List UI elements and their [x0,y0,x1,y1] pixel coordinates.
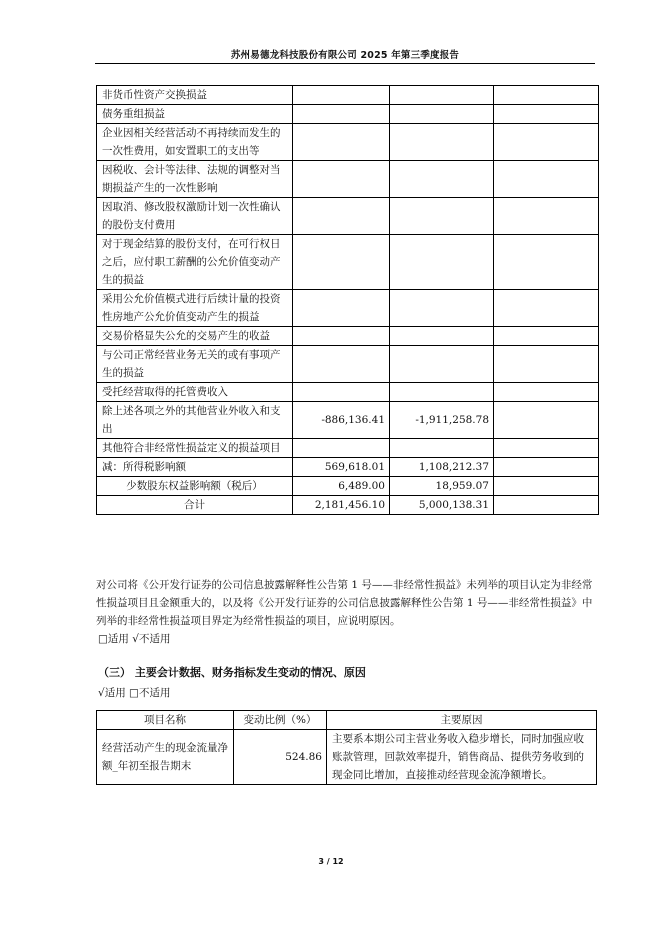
cell-value: 5,000,138.31 [390,496,494,515]
cell-value [494,290,599,327]
table-row [97,730,597,785]
column-header: 项目名称 [97,711,234,730]
cell-value [494,439,599,458]
table-header-row [97,711,597,730]
cell-value: 569,618.01 [293,458,390,477]
cell-value [494,124,599,161]
table-row [97,327,599,346]
cell-value [494,496,599,515]
row-label: 非货币性资产交换损益 [97,86,293,105]
section-title: （三） 主要会计数据、财务指标发生变动的情况、原因 [98,666,366,679]
table-row [97,402,599,439]
column-header: 变动比例（%） [234,711,327,730]
row-label: 减：所得税影响额 [97,458,293,477]
cell-value [494,235,599,290]
row-label: 其他符合非经常性损益定义的损益项目 [97,439,293,458]
cell-value: 2,181,456.10 [293,496,390,515]
row-label: 债务重组损益 [97,105,293,124]
table-row [97,124,599,161]
change-reason-table [96,710,597,785]
table-row [97,86,599,105]
cell-value [293,439,390,458]
cell-value [293,198,390,235]
cell-value [390,383,494,402]
applicability-choice: □适用 √不适用 [98,633,171,645]
cell-value: -1,911,258.78 [390,402,494,439]
row-label: 因取消、修改股权激励计划一次性确认的股份支付费用 [97,198,293,235]
non-recurring-gains-table [96,85,599,515]
page-number: 3 / 12 [318,857,344,866]
table-row [97,161,599,198]
cell-value [390,124,494,161]
cell-value: 6,489.00 [293,477,390,496]
column-header: 主要原因 [327,711,597,730]
cell-value [494,198,599,235]
change-ratio: 524.86 [234,730,327,785]
cell-value [293,124,390,161]
row-label: 企业因相关经营活动不再持续而发生的一次性费用，如安置职工的支出等 [97,124,293,161]
cell-value [390,198,494,235]
row-label: 交易价格显失公允的交易产生的收益 [97,327,293,346]
cell-value: 18,959.07 [390,477,494,496]
row-label: 与公司正常经营业务无关的或有事项产生的损益 [97,346,293,383]
cell-value [293,161,390,198]
cell-value [494,327,599,346]
cell-value [494,346,599,383]
cell-value [390,439,494,458]
main-reason: 主要系本期公司主营业务收入稳步增长，同时加强应收账款管理，回款效率提升，销售商品、提供劳务收到的现金同比增加，直接推动经营现金流净额增长。 [327,730,597,785]
cell-value [494,402,599,439]
cell-value [494,161,599,198]
cell-value [390,346,494,383]
cell-value [293,290,390,327]
row-label: 采用公允价值模式进行后续计量的投资性房地产公允价值变动产生的损益 [97,290,293,327]
table-row [97,235,599,290]
cell-value [494,105,599,124]
table-row [97,383,599,402]
row-label: 受托经营取得的托管费收入 [97,383,293,402]
cell-value [293,86,390,105]
row-label: 因税收、会计等法律、法规的调整对当期损益产生的一次性影响 [97,161,293,198]
cell-value [390,161,494,198]
table-row [97,477,599,496]
cell-value [293,383,390,402]
row-label: 对于现金结算的股份支付，在可行权日之后，应付职工薪酬的公允价值变动产生的损益 [97,235,293,290]
table-row [97,439,599,458]
table-row [97,198,599,235]
cell-value: 1,108,212.37 [390,458,494,477]
cell-value [390,327,494,346]
table-row [97,346,599,383]
cell-value [494,477,599,496]
item-name: 经营活动产生的现金流量净额_年初至报告期末 [97,730,234,785]
cell-value [390,235,494,290]
cell-value [494,86,599,105]
cell-value: -886,136.41 [293,402,390,439]
table-row-total [97,496,599,515]
explanation-paragraph: 对公司将《公开发行证券的公司信息披露解释性公告第 1 号——非经常性损益》未列举的项目认定为非经常性损益项目且金额重大的，以及将《公开发行证券的公司信息披露解释性公告第 1 号——非经常性损益》中列举的非经常性损益项目界定为经常性损益的项目，应说明原因。 [96,579,593,627]
table-row [97,105,599,124]
table-row [97,458,599,477]
cell-value [293,235,390,290]
cell-value [494,383,599,402]
cell-value [293,327,390,346]
cell-value [390,86,494,105]
applicability-choice: √适用 □不适用 [98,687,171,699]
cell-value [390,105,494,124]
row-label: 少数股东权益影响额（税后） [97,477,293,496]
row-label: 除上述各项之外的其他营业外收入和支出 [97,402,293,439]
header-rule [95,63,595,64]
cell-value [293,105,390,124]
row-label: 合计 [97,496,293,515]
cell-value [293,346,390,383]
cell-value [390,290,494,327]
table-row [97,290,599,327]
cell-value [494,458,599,477]
report-header: 苏州易德龙科技股份有限公司 2025 年第三季度报告 [230,50,460,61]
